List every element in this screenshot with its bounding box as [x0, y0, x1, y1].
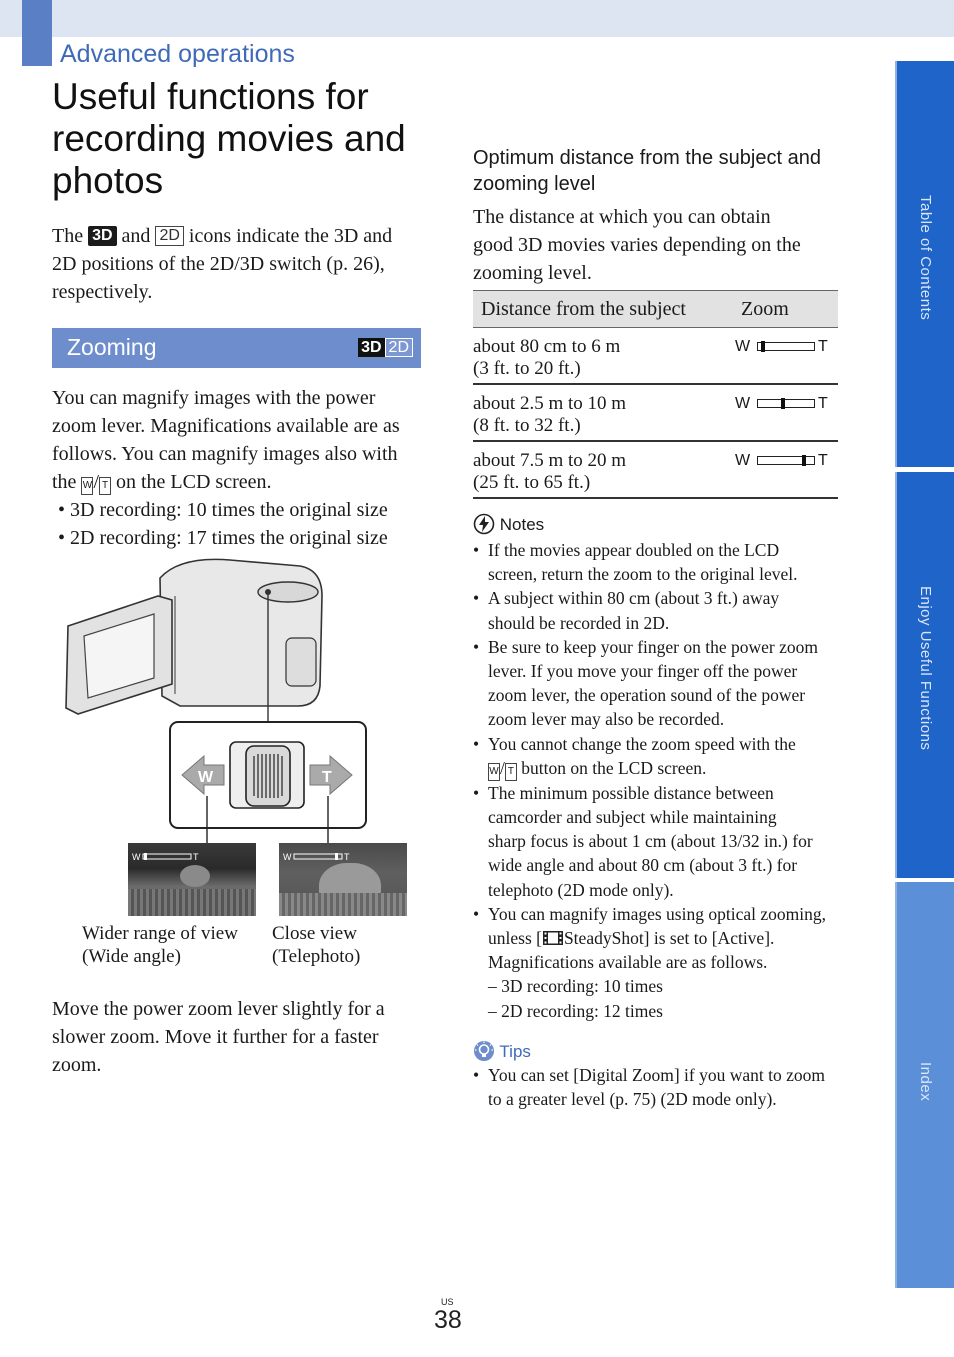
tips-list: [473, 1063, 843, 1111]
para-line: slower zoom. Move it further for a faster: [52, 1026, 379, 1048]
note-item: • Be sure to keep your finger on the power zoom lever. If you move your finger off the power zoom lever, the operation sound of the power zoom lever may also be recorded.: [473, 635, 843, 732]
svg-text:W: W: [283, 852, 292, 862]
notes-list: [473, 538, 843, 1023]
3d-icon: 3D: [88, 226, 116, 246]
col-zoom-header: Zoom: [741, 298, 789, 320]
photo-zoom-indicator: [132, 851, 202, 863]
distance-value-ft: (25 ft. to 65 ft.): [473, 472, 591, 493]
intro-the: The: [52, 225, 84, 247]
caption-line: (Wide angle): [82, 946, 181, 967]
para-line: zoom.: [52, 1054, 102, 1076]
bullet-text: 3D recording: 10 times the original size: [70, 499, 388, 521]
tab-label: Index: [917, 1062, 934, 1102]
distance-subheading: Optimum distance from the subject and zooming level: [473, 147, 821, 195]
intro-line2: 2D positions of the 2D/3D switch (p. 26),: [52, 253, 385, 275]
table-row: [473, 442, 838, 499]
svg-text:T: T: [193, 852, 199, 862]
2d-icon: 2D: [155, 226, 183, 246]
distance-value-ft: (3 ft. to 20 ft.): [473, 358, 581, 379]
zoom-indicator: W T: [735, 452, 828, 469]
section-label: Advanced operations: [60, 40, 295, 68]
movie-icon: [542, 930, 564, 946]
zoom-level-marker: [802, 455, 806, 466]
zooming-heading-bar: [52, 328, 421, 368]
zoom-t-icon: T: [99, 477, 111, 495]
photo-zoom-indicator: [283, 851, 353, 863]
zoom-para-line: zoom lever. Magnifications available are as: [52, 415, 400, 437]
tele-caption: [272, 922, 360, 968]
intro-rest: icons indicate the 3D and: [188, 225, 393, 247]
notes-heading: [473, 513, 544, 535]
table-row: [473, 328, 838, 385]
zoom-indicator: W T: [735, 338, 828, 355]
intro-line3: respectively.: [52, 281, 153, 303]
distance-table: [473, 290, 838, 499]
caption-line: Wider range of view: [82, 923, 238, 944]
zooming-heading: Zooming: [67, 334, 157, 360]
tab-label: Table of Contents: [917, 195, 934, 321]
zoom-indicator: W T: [735, 395, 828, 412]
lever-w-label: W: [198, 769, 214, 786]
distance-value: about 2.5 m to 10 m: [473, 393, 627, 414]
para-line: The distance at which you can obtain: [473, 206, 771, 228]
tip-item: • You can set [Digital Zoom] if you want to zoom to a greater level (p. 75) (2D mode only).: [473, 1063, 843, 1111]
note-item: • If the movies appear doubled on the LCD screen, return the zoom to the original level.: [473, 538, 843, 586]
notes-heading-text: Notes: [499, 515, 545, 534]
distance-value: about 80 cm to 6 m: [473, 336, 621, 357]
tab-enjoy-useful-functions[interactable]: [895, 472, 954, 878]
zooming-paragraph: [52, 384, 422, 496]
dash-item: – 2D recording: 12 times: [488, 1000, 663, 1021]
slash: /: [93, 471, 99, 493]
wide-angle-photo: [128, 843, 256, 916]
zoom-para-line: follows. You can magnify images also with: [52, 443, 398, 465]
distance-value-ft: (8 ft. to 32 ft.): [473, 415, 581, 436]
dash-item: – 3D recording: 10 times: [488, 976, 663, 997]
tab-table-of-contents[interactable]: [895, 61, 954, 467]
list-item: • 3D recording: 10 times the original size: [58, 499, 388, 521]
top-band: [0, 0, 954, 37]
lever-t-label: T: [322, 769, 332, 786]
list-item: • 2D recording: 17 times the original size: [58, 527, 388, 549]
page-title: Useful functions for recording movies and photos: [52, 76, 406, 201]
bullet-text: 2D recording: 17 times the original size: [70, 527, 388, 549]
page-number: 38: [434, 1306, 462, 1334]
telephoto-photo: [279, 843, 407, 916]
zoom-speed-paragraph: [52, 995, 422, 1079]
tips-icon: [473, 1040, 495, 1062]
section-marker: [22, 0, 52, 66]
col-distance-header: Distance from the subject: [481, 298, 686, 320]
note-item: • A subject within 80 cm (about 3 ft.) away should be recorded in 2D.: [473, 586, 843, 634]
camcorder-illustration: [60, 556, 380, 846]
3d-mode-icon: 3D: [358, 338, 384, 357]
tab-label: Enjoy Useful Functions: [917, 586, 934, 751]
notes-icon: [473, 513, 495, 535]
distance-value: about 7.5 m to 20 m: [473, 450, 627, 471]
caption-line: (Telephoto): [272, 946, 361, 967]
note-item: • You cannot change the zoom speed with the W/ T button on the LCD screen.: [473, 732, 843, 781]
table-header: [473, 290, 838, 328]
caption-line: Close view: [272, 923, 357, 944]
table-row: [473, 385, 838, 442]
intro-paragraph: [52, 222, 432, 306]
zoom-para-the: the: [52, 471, 77, 493]
zoom-level-marker: [761, 341, 765, 352]
note-item: • The minimum possible distance between camcorder and subject while maintaining sharp focus is about 1 cm (about 13/32 in.) for wide angle and about 80 cm (about 3 ft.) for telephoto (2D mode only).: [473, 781, 843, 902]
wide-caption: [82, 922, 238, 968]
zoom-w-icon: W: [81, 477, 93, 495]
mode-badges: [358, 338, 413, 357]
tab-index[interactable]: [895, 882, 954, 1288]
page-region: US: [441, 1297, 454, 1307]
zoom-level-marker: [781, 398, 785, 409]
zoom-para-line: You can magnify images with the power: [52, 387, 376, 409]
note-item: • You can magnify images using optical zooming, unless [ SteadyShot] is set to [Active]. Magnifications available are as follows. – 3D recording: 10 times – 2D recording: 12 times: [473, 902, 843, 1023]
zoom-w-icon: W: [488, 763, 500, 781]
para-line: zooming level.: [473, 262, 592, 284]
para-line: good 3D movies varies depending on the: [473, 234, 801, 256]
svg-text:W: W: [132, 852, 141, 862]
2d-mode-icon: 2D: [385, 338, 413, 357]
para-line: Move the power zoom lever slightly for a: [52, 998, 385, 1020]
tips-heading-text: Tips: [499, 1042, 531, 1061]
zoom-t-icon: T: [505, 763, 517, 781]
intro-and: and: [121, 225, 151, 247]
distance-paragraph: [473, 203, 843, 287]
svg-text:T: T: [344, 852, 350, 862]
tips-heading: [473, 1040, 531, 1062]
zoom-lever: [246, 746, 290, 806]
zoom-para-post: on the LCD screen.: [116, 471, 272, 493]
